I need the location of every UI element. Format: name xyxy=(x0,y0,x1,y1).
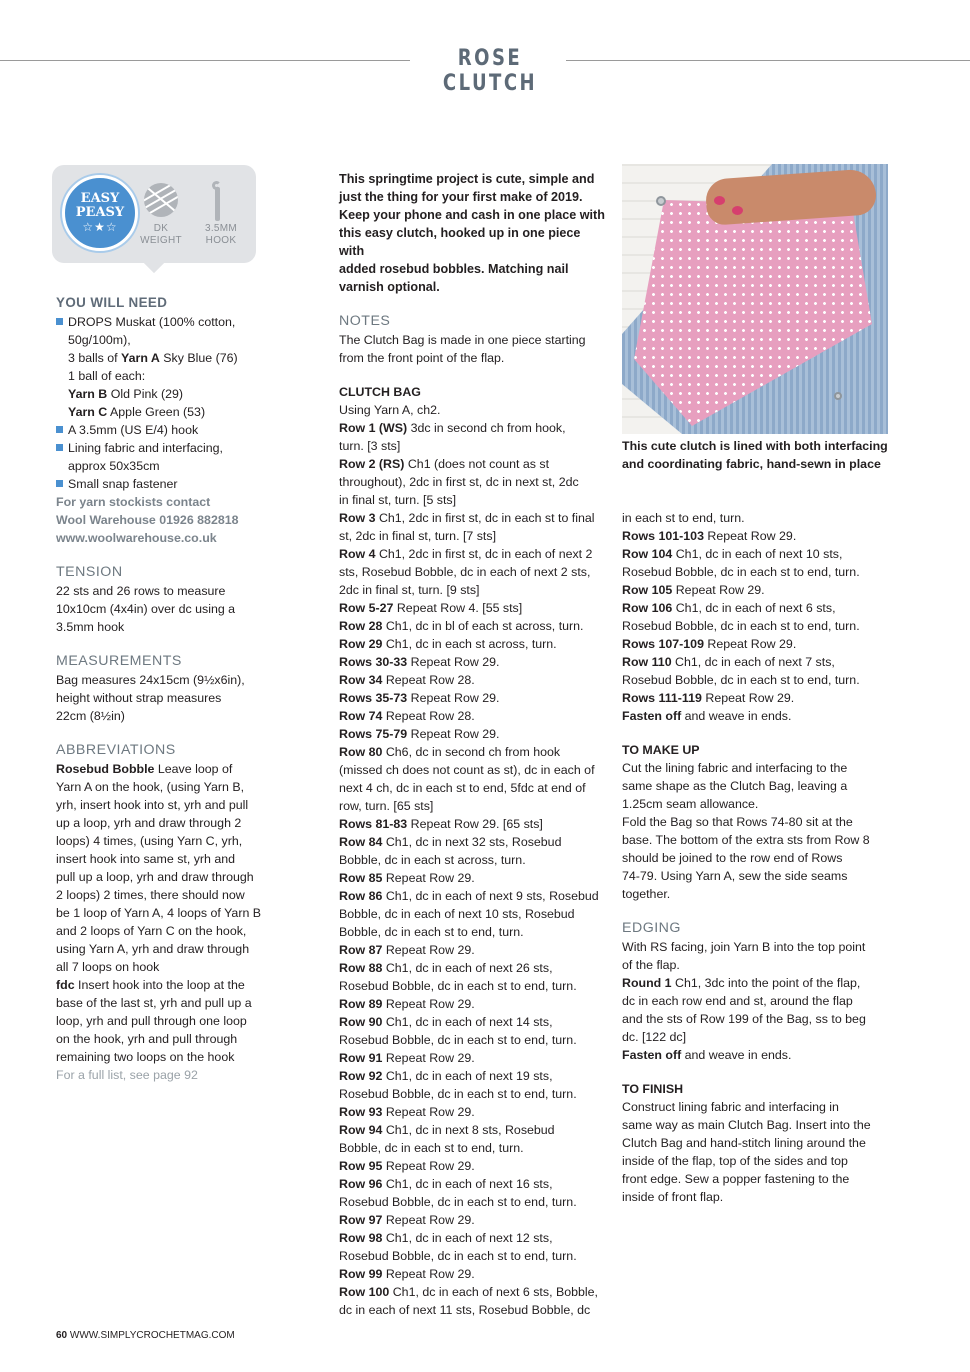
pattern-row: Rows 30-33 Repeat Row 29. xyxy=(339,655,500,669)
pattern-row: Rows 101-103 Repeat Row 29. xyxy=(622,529,797,543)
pattern-row: st, 2dc in final st, turn. [7 sts] xyxy=(339,529,497,543)
pattern-row: Rosebud Bobble, dc in each st to end, turn. xyxy=(622,673,860,687)
pattern-row: Bobble, dc in each st across, turn. xyxy=(339,853,526,867)
pattern-row: Rosebud Bobble, dc in each st to end, turn. xyxy=(339,1195,577,1209)
pattern-row: dc in each of next 11 sts, Rosebud Bobble, dc xyxy=(339,1303,591,1317)
list-item-yarn: DROPS Muskat (100% cotton, 50g/100m), 3 balls of Yarn A Sky Blue (76) 1 ball of each: Yarn B Old Pink (29) Yarn C Apple Green (53) xyxy=(56,313,266,421)
pattern-row: Fasten off and weave in ends. xyxy=(622,709,792,723)
header-rule-left xyxy=(0,60,410,61)
intro-line: just the thing for your first make of 2019. xyxy=(339,190,583,204)
list-item-hook: A 3.5mm (US E/4) hook xyxy=(56,421,266,439)
pattern-row: Rows 111-119 Repeat Row 29. xyxy=(622,691,795,705)
pattern-row: Rows 107-109 Repeat Row 29. xyxy=(622,637,797,651)
stars-icon: ☆★☆ xyxy=(82,220,118,234)
pattern-row: Row 1 (WS) 3dc in second ch from hook, xyxy=(339,421,566,435)
pattern-row: Row 74 Repeat Row 28. xyxy=(339,709,475,723)
pattern-row: Bobble, dc in each of next 10 sts, Rosebud xyxy=(339,907,575,921)
pattern-row: (missed ch does not count as st), dc in each of xyxy=(339,763,595,777)
continued-rows xyxy=(622,509,892,725)
edging-line: of the flap. xyxy=(622,958,680,972)
measurements-text: Bag measures 24x15cm (9½x6in), height without strap measures 22cm (8½in) xyxy=(56,673,245,723)
pattern-row: Row 104 Ch1, dc in each of next 10 sts, xyxy=(622,547,843,561)
intro-line: Keep your phone and cash in one place with xyxy=(339,208,605,222)
pattern-row: Rosebud Bobble, dc in each st to end, turn. xyxy=(622,565,860,579)
page-number: 60 xyxy=(56,1330,68,1341)
tension-heading: TENSION xyxy=(56,564,123,580)
pattern-row: Row 88 Ch1, dc in each of next 26 sts, xyxy=(339,961,553,975)
tension-text: 22 sts and 26 rows to measure 10x10cm (4x4in) over dc using a 3.5mm hook xyxy=(56,584,236,634)
pattern-row: Row 3 Ch1, 2dc in first st, dc in each st to final xyxy=(339,511,595,525)
pattern-row: Bobble, dc in each st to end, turn. xyxy=(339,1141,524,1155)
pattern-row: Row 34 Repeat Row 28. xyxy=(339,673,475,687)
pattern-row: row, turn. [65 sts] xyxy=(339,799,434,813)
pattern-row: Row 80 Ch6, dc in second ch from hook xyxy=(339,745,561,759)
finish-line: inside of front flap. xyxy=(622,1190,724,1204)
make-up-text xyxy=(622,759,892,903)
clutch-bag-heading: CLUTCH BAG xyxy=(339,385,421,399)
intro-line: This springtime project is cute, simple and xyxy=(339,172,595,186)
abbr-rosebud-bobble xyxy=(56,760,266,976)
edging-text xyxy=(622,938,892,1064)
pattern-row: Rows 35-73 Repeat Row 29. xyxy=(339,691,500,705)
pattern-row: Row 93 Repeat Row 29. xyxy=(339,1105,475,1119)
intro-line: added rosebud bobbles. Matching nail xyxy=(339,262,569,276)
edging-line: Fasten off and weave in ends. xyxy=(622,1048,792,1062)
difficulty-badge xyxy=(52,165,256,263)
pattern-row: Row 96 Ch1, dc in each of next 16 sts, xyxy=(339,1177,553,1191)
list-item-snap: Small snap fastener xyxy=(56,475,266,493)
pattern-row: Row 99 Repeat Row 29. xyxy=(339,1267,475,1281)
main-column xyxy=(339,170,609,1319)
photo-caption xyxy=(622,437,892,473)
pattern-row: Rosebud Bobble, dc in each st to end, turn. xyxy=(339,1249,577,1263)
intro-line: varnish optional. xyxy=(339,280,440,294)
make-up-line: should be joined to the row end of Rows xyxy=(622,851,843,865)
make-up-line: 74-79. Using Yarn A, sew the side seams xyxy=(622,869,848,883)
pattern-row: Rosebud Bobble, dc in each st to end, turn. xyxy=(622,619,860,633)
notes-text: The Clutch Bag is made in one piece starting from the front point of the flap. xyxy=(339,333,586,365)
caption-line: This cute clutch is lined with both interfacing xyxy=(622,439,888,453)
pattern-row: Rosebud Bobble, dc in each st to end, turn. xyxy=(339,1087,577,1101)
list-item-lining: Lining fabric and interfacing, approx 50x35cm xyxy=(56,439,266,475)
pattern-row: throughout), 2dc in first st, dc in next st, 2dc xyxy=(339,475,579,489)
finish-heading: TO FINISH xyxy=(622,1082,684,1096)
pattern-row: Row 29 Ch1, dc in each st across, turn. xyxy=(339,637,557,651)
make-up-line: base. The bottom of the extra sts from Row 8 xyxy=(622,833,870,847)
abbr-line: using Yarn A, yrh and draw through xyxy=(56,942,250,956)
pattern-row: Row 91 Repeat Row 29. xyxy=(339,1051,475,1065)
abbr-line: and 2 loops of Yarn C on the hook, xyxy=(56,924,247,938)
abbr-fdc xyxy=(56,976,266,1066)
edging-line: dc in each row end and st, around the flap xyxy=(622,994,853,1008)
abbr-line: on the hook, yrh and pull through xyxy=(56,1032,238,1046)
abbr-line: 2 loops) 2 times, there should now xyxy=(56,888,245,902)
clutch-bag-rows xyxy=(339,401,609,1319)
abbr-line: yrh, insert hook into st, yrh and pull xyxy=(56,798,249,812)
pattern-row: Rosebud Bobble, dc in each st to end, turn. xyxy=(339,979,577,993)
abbr-note: For a full list, see page 92 xyxy=(56,1068,198,1082)
pattern-row: Row 100 Ch1, dc in each of next 6 sts, Bobble, xyxy=(339,1285,598,1299)
crochet-hook-icon xyxy=(211,181,223,221)
pattern-row: Row 98 Ch1, dc in each of next 12 sts, xyxy=(339,1231,553,1245)
intro-text xyxy=(339,170,609,296)
edging-line: With RS facing, join Yarn B into the top point xyxy=(622,940,866,954)
stockist-info: For yarn stockists contact Wool Warehouse 01926 882818 www.woolwarehouse.co.uk xyxy=(56,495,239,545)
pattern-row: Row 84 Ch1, dc in next 32 sts, Rosebud xyxy=(339,835,562,849)
abbr-line: pull up a loop, yrh and draw through xyxy=(56,870,254,884)
level-line2: PEASY xyxy=(75,205,125,220)
abbr-line: base of the last st, yrh and pull up a xyxy=(56,996,252,1010)
header-rule-right xyxy=(566,60,970,61)
pattern-row: Rows 75-79 Repeat Row 29. xyxy=(339,727,500,741)
finish-line: Clutch Bag and hand-stitch lining around the xyxy=(622,1136,866,1150)
badge-notch xyxy=(140,245,168,273)
pattern-row: Row 95 Repeat Row 29. xyxy=(339,1159,475,1173)
pattern-row: 2dc in final st, turn. [9 sts] xyxy=(339,583,480,597)
edging-line: Round 1 Ch1, 3dc into the point of the flap, xyxy=(622,976,861,990)
pattern-row: Rosebud Bobble, dc in each st to end, turn. xyxy=(339,1033,577,1047)
you-will-need-heading: YOU WILL NEED xyxy=(56,295,168,310)
abbr-line: fdc Insert hook into the loop at the xyxy=(56,978,245,992)
pattern-row: next 4 ch, dc in each st to end, 5fdc at end of xyxy=(339,781,586,795)
pattern-row: Row 90 Ch1, dc in each of next 14 sts, xyxy=(339,1015,553,1029)
hook-size-label: 3.5MM HOOK xyxy=(204,223,238,246)
make-up-line: Cut the lining fabric and interfacing to the xyxy=(622,761,848,775)
pattern-row: Row 105 Repeat Row 29. xyxy=(622,583,765,597)
abbr-line: be 1 loop of Yarn A, 4 loops of Yarn B xyxy=(56,906,262,920)
pattern-row: Row 28 Ch1, dc in bl of each st across, turn. xyxy=(339,619,584,633)
edging-line: dc. [122 dc] xyxy=(622,1030,687,1044)
pattern-row: in final st, turn. [5 sts] xyxy=(339,493,457,507)
snap-fastener-icon xyxy=(656,196,666,206)
clutch-photo xyxy=(622,164,888,434)
edging-heading: EDGING xyxy=(622,920,681,936)
pattern-row: Rows 81-83 Repeat Row 29. [65 sts] xyxy=(339,817,543,831)
level-line1: EASY xyxy=(80,191,120,206)
abbr-line: loops) 4 times, (using Yarn C, yrh, xyxy=(56,834,243,848)
pattern-row: Row 85 Repeat Row 29. xyxy=(339,871,475,885)
pattern-row: turn. [3 sts] xyxy=(339,439,401,453)
finish-line: Construct lining fabric and interfacing in xyxy=(622,1100,839,1114)
weight-label: DK WEIGHT xyxy=(140,223,182,246)
abbr-line: insert hook into same st, yrh and xyxy=(56,852,236,866)
pattern-row: sts, Rosebud Bobble, dc in each of next 2 sts, xyxy=(339,565,591,579)
page-footer xyxy=(56,1330,235,1341)
make-up-line: Fold the Bag so that Rows 74-80 sit at the xyxy=(622,815,853,829)
pattern-row: Row 86 Ch1, dc in each of next 9 sts, Rosebud xyxy=(339,889,599,903)
make-up-line: same shape as the Clutch Bag, leaving a xyxy=(622,779,848,793)
pattern-row: Row 110 Ch1, dc in each of next 7 sts, xyxy=(622,655,835,669)
pattern-row: Using Yarn A, ch2. xyxy=(339,403,441,417)
make-up-heading: TO MAKE UP xyxy=(622,743,700,757)
page-title: ROSE CLUTCH xyxy=(442,46,538,96)
abbr-line: Yarn A on the hook, (using Yarn B, xyxy=(56,780,245,794)
abbr-line: up a loop, yrh and draw through 2 xyxy=(56,816,242,830)
pattern-row: Row 92 Ch1, dc in each of next 19 sts, xyxy=(339,1069,553,1083)
abbr-line: Rosebud Bobble Leave loop of xyxy=(56,762,233,776)
site-url: WWW.SIMPLYCROCHETMAG.COM xyxy=(67,1330,235,1341)
make-up-line: together. xyxy=(622,887,671,901)
make-up-line: 1.25cm seam allowance. xyxy=(622,797,759,811)
finish-text xyxy=(622,1098,892,1206)
intro-line: this easy clutch, hooked up in one piece with xyxy=(339,226,581,258)
notes-heading: NOTES xyxy=(339,313,391,329)
pattern-row: Row 106 Ch1, dc in each of next 6 sts, xyxy=(622,601,836,615)
pattern-row: in each st to end, turn. xyxy=(622,511,745,525)
pattern-row: Row 4 Ch1, 2dc in first st, dc in each of next 2 xyxy=(339,547,593,561)
pattern-row: Row 97 Repeat Row 29. xyxy=(339,1213,475,1227)
yarn-ball-icon xyxy=(144,183,178,217)
abbr-line: all 7 loops on hook xyxy=(56,960,160,974)
finish-line: inside of the flap, top of the sides and top xyxy=(622,1154,848,1168)
caption-line: and coordinating fabric, hand-sewn in place xyxy=(622,457,881,471)
pattern-row: Row 89 Repeat Row 29. xyxy=(339,997,475,1011)
pattern-row: Row 87 Repeat Row 29. xyxy=(339,943,475,957)
page-header xyxy=(0,44,970,96)
easy-peasy-icon xyxy=(62,175,138,251)
abbr-line: loop, yrh and pull through one loop xyxy=(56,1014,247,1028)
sidebar-column xyxy=(56,294,266,1084)
pattern-row: Row 5-27 Repeat Row 4. [55 sts] xyxy=(339,601,523,615)
pattern-row: Row 94 Ch1, dc in next 8 sts, Rosebud xyxy=(339,1123,555,1137)
pattern-row: Bobble, dc in each st to end, turn. xyxy=(339,925,524,939)
finish-line: same way as main Clutch Bag. Insert into the xyxy=(622,1118,871,1132)
abbr-line: remaining two loops on the hook xyxy=(56,1050,235,1064)
edging-line: and the sts of Row 199 of the Bag, ss to beg xyxy=(622,1012,866,1026)
pattern-row: Row 2 (RS) Ch1 (does not count as st xyxy=(339,457,550,471)
right-column xyxy=(622,509,892,1206)
measurements-heading: MEASUREMENTS xyxy=(56,653,182,669)
finish-line: front edge. Sew a popper fastening to the xyxy=(622,1172,850,1186)
abbreviations-heading: ABBREVIATIONS xyxy=(56,742,176,758)
